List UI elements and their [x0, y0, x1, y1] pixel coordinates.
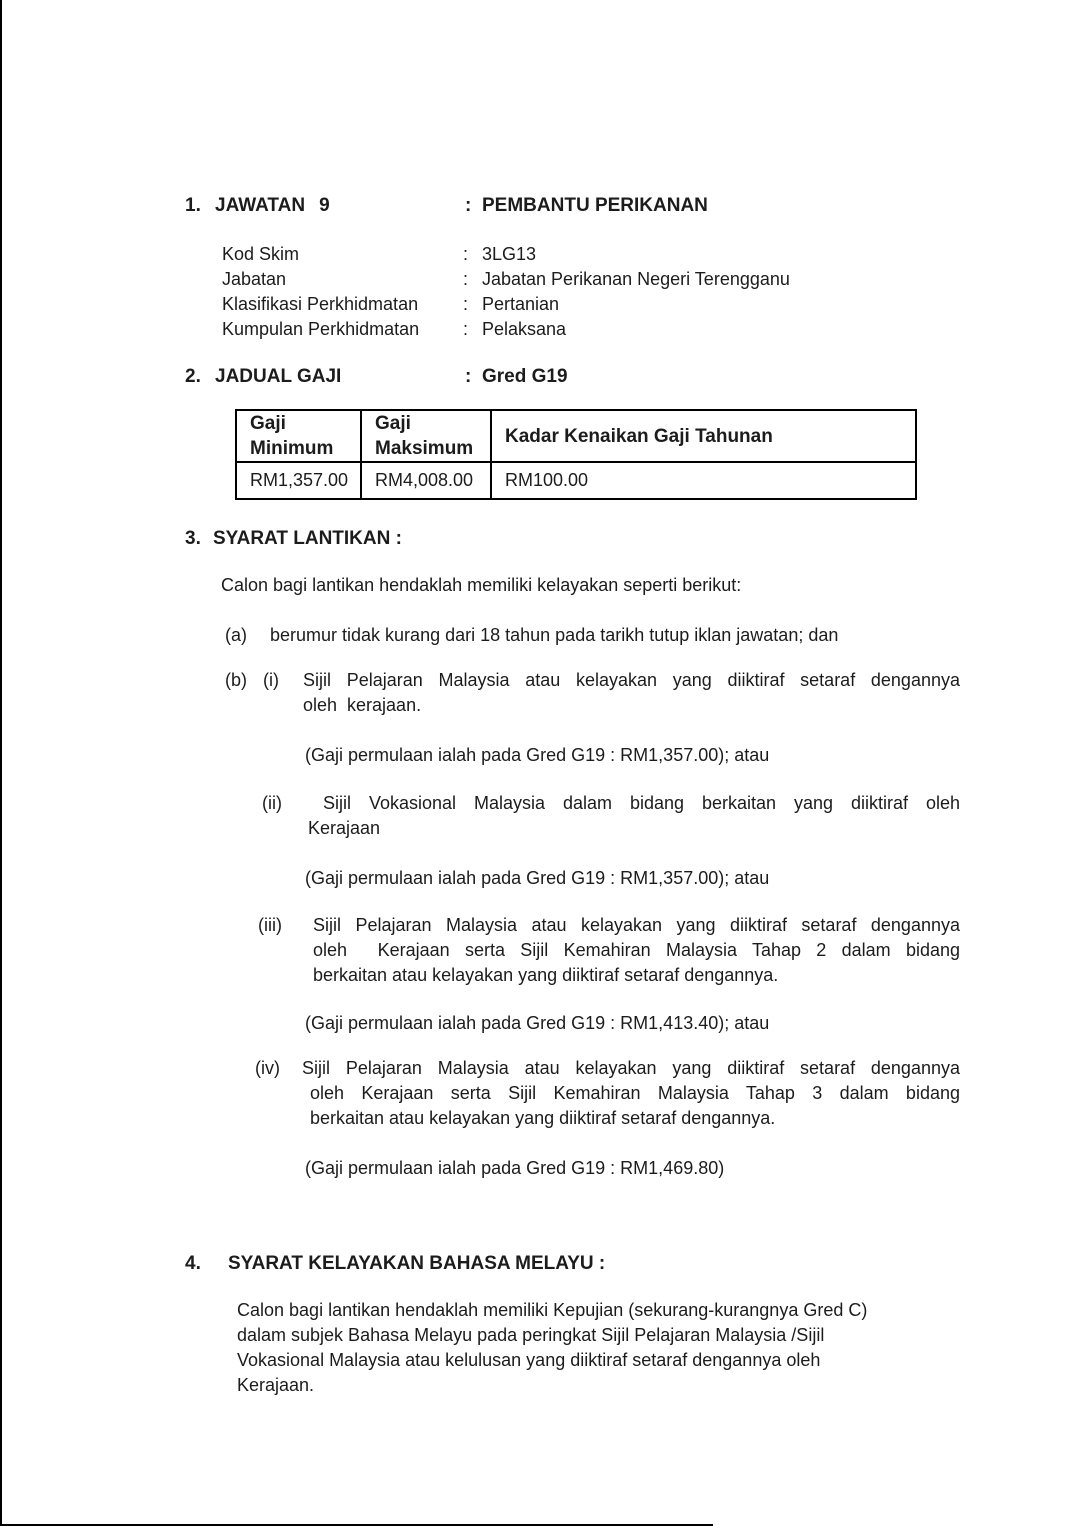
section1-colon: :	[465, 195, 472, 216]
field-row-klasifikasi	[222, 292, 960, 317]
section3-intro: Calon bagi lantikan hendaklah memiliki kelayakan seperti berikut:	[221, 575, 742, 595]
item-a-marker: (a)	[225, 625, 247, 645]
subitem-ii-marker: (ii)	[262, 793, 282, 813]
section4-heading: SYARAT KELAYAKAN BAHASA MELAYU :	[228, 1253, 606, 1274]
salary-max-value: RM4,008.00	[361, 462, 491, 499]
text-line: Calon bagi lantikan hendaklah memiliki Kepujian (sekurang-kurangnya Gred C)	[237, 1300, 868, 1320]
salary-table-header-max: Gaji Maksimum	[361, 410, 491, 462]
field-value: Pelaksana	[482, 319, 567, 339]
section2-heading-row	[185, 364, 960, 389]
salary-min-value: RM1,357.00	[236, 462, 361, 499]
field-label: Kumpulan Perkhidmatan	[222, 319, 420, 339]
text-line: Kerajaan.	[237, 1375, 315, 1395]
text-line: Vokasional Malaysia atau kelulusan yang diiktiraf setaraf dengannya oleh	[237, 1350, 821, 1370]
item-b-marker: (b)	[225, 670, 247, 690]
text-line: oleh kerajaan.	[303, 695, 422, 715]
field-colon: :	[463, 269, 469, 289]
text-line: berkaitan atau kelayakan yang diiktiraf setaraf dengannya.	[313, 965, 779, 985]
subitem-i-marker: (i)	[263, 670, 279, 690]
salary-table-header-min: Gaji Minimum	[236, 410, 361, 462]
salary-increment-value: RM100.00	[491, 462, 916, 499]
salary-grade: Gred G19	[482, 366, 568, 387]
text-line: Sijil Vokasional Malaysia dalam bidang berkaitan yang diiktiraf oleh	[323, 793, 960, 813]
section3-heading-row	[185, 526, 960, 551]
subitem-ii-text	[308, 791, 960, 841]
text-line: Kerajaan	[308, 818, 381, 838]
subitem-i-text	[303, 668, 960, 718]
salary-table-header-increment: Kadar Kenaikan Gaji Tahunan	[491, 410, 916, 462]
requirement-item-iii	[258, 913, 960, 988]
requirement-item-a	[225, 623, 960, 648]
section3-heading: SYARAT LANTIKAN :	[213, 528, 402, 549]
field-value: 3LG13	[482, 244, 537, 264]
subitem-iv-marker: (iv)	[255, 1058, 280, 1078]
item-a-text: berumur tidak kurang dari 18 tahun pada tarikh tutup iklan jawatan; dan	[270, 625, 839, 645]
salary-note-ii: (Gaji permulaan ialah pada Gred G19 : RM1,357.00); atau	[305, 868, 770, 888]
salary-note-i: (Gaji permulaan ialah pada Gred G19 : RM1,357.00); atau	[305, 745, 770, 765]
field-label: Kod Skim	[222, 244, 300, 264]
subitem-iii-text	[313, 913, 960, 988]
requirement-item-iv	[255, 1056, 960, 1131]
section4-body	[237, 1298, 967, 1398]
salary-note-iv: (Gaji permulaan ialah pada Gred G19 : RM1,469.80)	[305, 1158, 725, 1178]
jawatan-label: JAWATAN	[215, 195, 306, 216]
section4-heading-row	[185, 1251, 960, 1276]
salary-table	[235, 409, 917, 500]
page-left-edge-line	[0, 0, 2, 1526]
text-line: Sijil Pelajaran Malaysia atau kelayakan yang diiktiraf setaraf dengannya	[303, 670, 960, 690]
field-row-kumpulan	[222, 317, 960, 342]
salary-table-header-row	[236, 410, 916, 462]
field-row-jabatan	[222, 267, 960, 292]
section1-heading-row	[185, 193, 960, 218]
text-line: oleh Kerajaan serta Sijil Kemahiran Malaysia Tahap 3 dalam bidang	[310, 1083, 960, 1103]
subitem-iii-marker: (iii)	[258, 915, 282, 935]
text-line: oleh Kerajaan serta Sijil Kemahiran Malaysia Tahap 2 dalam bidang	[313, 940, 960, 960]
jawatan-position-number: 9	[319, 195, 330, 216]
section2-number: 2.	[185, 366, 201, 387]
job-title: PEMBANTU PERIKANAN	[482, 195, 708, 216]
section3-number: 3.	[185, 528, 201, 549]
field-label: Jabatan	[222, 269, 287, 289]
text-line: Sijil Pelajaran Malaysia atau kelayakan yang diiktiraf setaraf dengannya	[313, 915, 960, 935]
section1-fields	[185, 242, 960, 342]
document-content	[185, 0, 960, 1398]
requirement-item-ii	[262, 791, 960, 841]
section1-heading	[215, 193, 465, 218]
subitem-iv-text	[302, 1056, 960, 1131]
section2-heading: JADUAL GAJI	[215, 366, 342, 387]
text-line: dalam subjek Bahasa Melayu pada peringkat Sijil Pelajaran Malaysia /Sijil	[237, 1325, 825, 1345]
field-value: Jabatan Perikanan Negeri Terengganu	[482, 269, 790, 289]
field-colon: :	[463, 294, 469, 314]
salary-note-iii: (Gaji permulaan ialah pada Gred G19 : RM1,413.40); atau	[305, 1013, 770, 1033]
field-value: Pertanian	[482, 294, 560, 314]
section1-number: 1.	[185, 195, 201, 216]
section2-colon: :	[465, 366, 472, 387]
section4-number: 4.	[185, 1253, 201, 1274]
text-line: Sijil Pelajaran Malaysia atau kelayakan yang diiktiraf setaraf dengannya	[302, 1058, 960, 1078]
field-colon: :	[463, 244, 469, 264]
field-colon: :	[463, 319, 469, 339]
text-line: berkaitan atau kelayakan yang diiktiraf setaraf dengannya.	[310, 1108, 776, 1128]
field-row-kod-skim	[222, 242, 960, 267]
requirement-item-b-i	[225, 668, 960, 718]
salary-table-data-row	[236, 462, 916, 499]
field-label: Klasifikasi Perkhidmatan	[222, 294, 419, 314]
